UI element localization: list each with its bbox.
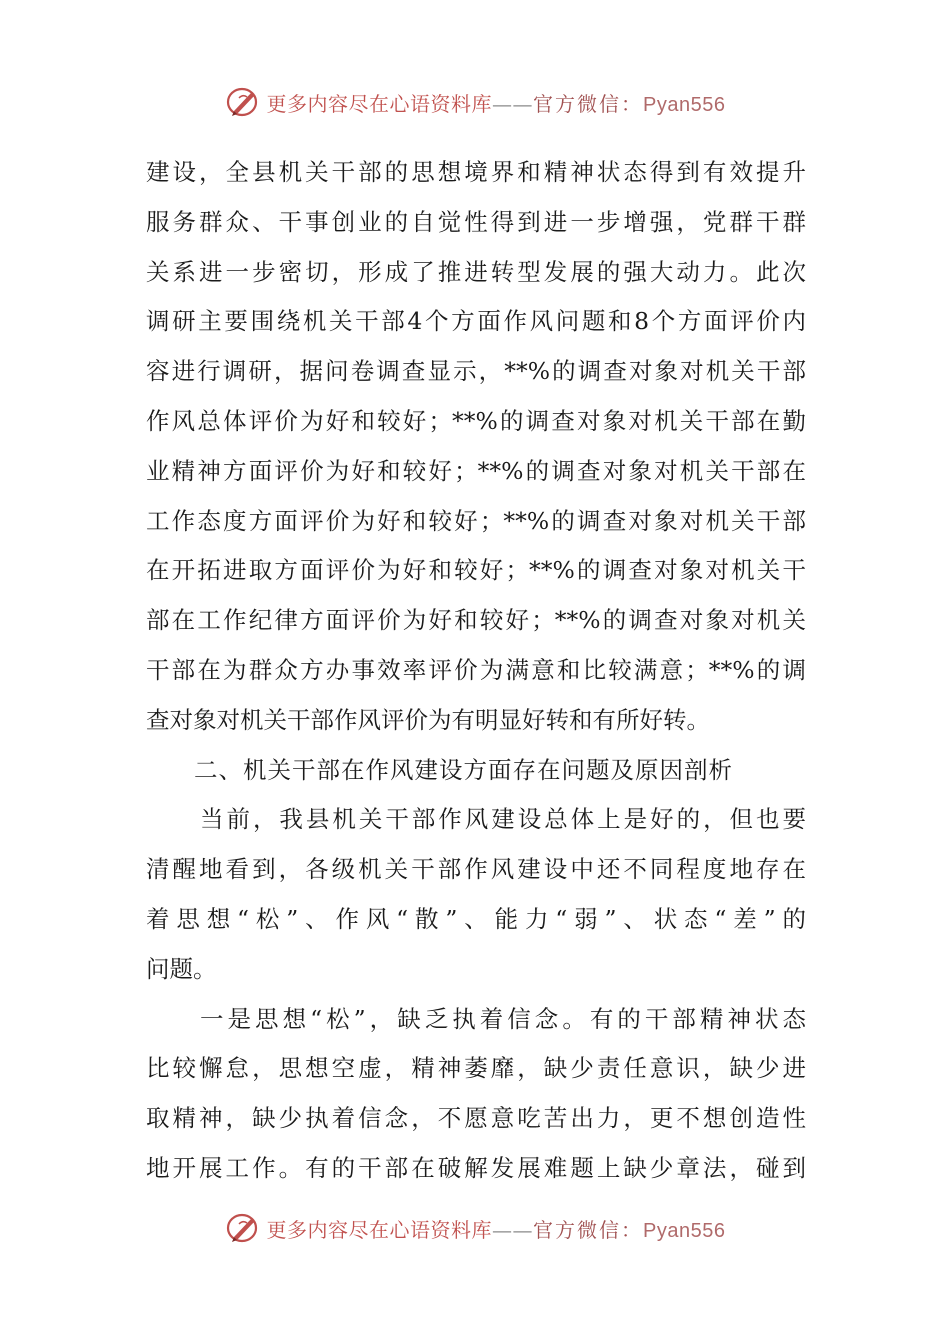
watermark-label: 官方微信： xyxy=(533,1217,644,1242)
watermark-separator: —— xyxy=(492,91,534,116)
footer-watermark xyxy=(0,1208,950,1248)
watermark-separator: —— xyxy=(492,1217,534,1242)
paragraph-line: 清醒地看到，各级机关干部作风建设中还不同程度地存在 xyxy=(146,855,806,884)
paragraph-line: 问题。 xyxy=(146,954,217,983)
paragraph-line: 在开拓进取方面评价为好和较好；**%的调查对象对机关干 xyxy=(146,556,806,585)
watermark-site: 更多内容尽在心语资料库 xyxy=(266,91,493,116)
watermark-text xyxy=(267,1214,726,1243)
paragraph-line: 着思想“松”、作风“散”、能力“弱”、状态“差”的 xyxy=(146,904,806,933)
paragraph-line: 部在工作纪律方面评价为好和较好；**%的调查对象对机关 xyxy=(146,606,806,635)
pen-logo-icon xyxy=(225,1210,261,1246)
watermark-handle: Pyan556 xyxy=(643,1219,726,1242)
paragraph-line: 工作态度方面评价为好和较好；**%的调查对象对机关干部 xyxy=(146,506,806,535)
paragraph-line: 查对象对机关干部作风评价为有明显好转和有所好转。 xyxy=(146,705,710,734)
paragraph-line: 服务群众、干事创业的自觉性得到进一步增强，党群干群 xyxy=(146,207,806,236)
section-heading: 二、机关干部在作风建设方面存在问题及原因剖析 xyxy=(194,755,733,784)
watermark-handle: Pyan556 xyxy=(643,93,726,116)
paragraph-line: 当前，我县机关干部作风建设总体上是好的，但也要 xyxy=(200,805,806,834)
header-watermark xyxy=(0,82,950,122)
paragraph-line: 作风总体评价为好和较好；**%的调查对象对机关干部在勤 xyxy=(146,406,806,435)
paragraph-line: 地开展工作。有的干部在破解发展难题上缺少章法，碰到 xyxy=(146,1153,806,1182)
watermark-text xyxy=(267,88,726,117)
paragraph-line: 容进行调研，据问卷调查显示，**%的调查对象对机关干部 xyxy=(146,357,806,386)
paragraph-line: 建设，全县机关干部的思想境界和精神状态得到有效提升 xyxy=(146,158,806,186)
paragraph-line: 一是思想“松”，缺乏执着信念。有的干部精神状态 xyxy=(200,1004,806,1033)
paragraph-line: 业精神方面评价为好和较好；**%的调查对象对机关干部在 xyxy=(146,456,806,485)
paragraph-line: 调研主要围绕机关干部4个方面作风问题和8个方面评价内 xyxy=(146,307,806,336)
paragraph-line: 关系进一步密切，形成了推进转型发展的强大动力。此次 xyxy=(146,257,806,286)
document-body xyxy=(146,148,806,1194)
pen-logo-icon xyxy=(225,84,261,120)
watermark-label: 官方微信： xyxy=(533,91,644,116)
paragraph-line: 比较懈怠，思想空虚，精神萎靡，缺少责任意识，缺少进 xyxy=(146,1054,806,1083)
watermark-site: 更多内容尽在心语资料库 xyxy=(266,1217,493,1242)
paragraph-line: 干部在为群众方办事效率评价为满意和比较满意；**%的调 xyxy=(146,655,806,684)
paragraph-line: 取精神，缺少执着信念，不愿意吃苦出力，更不想创造性 xyxy=(146,1104,806,1133)
